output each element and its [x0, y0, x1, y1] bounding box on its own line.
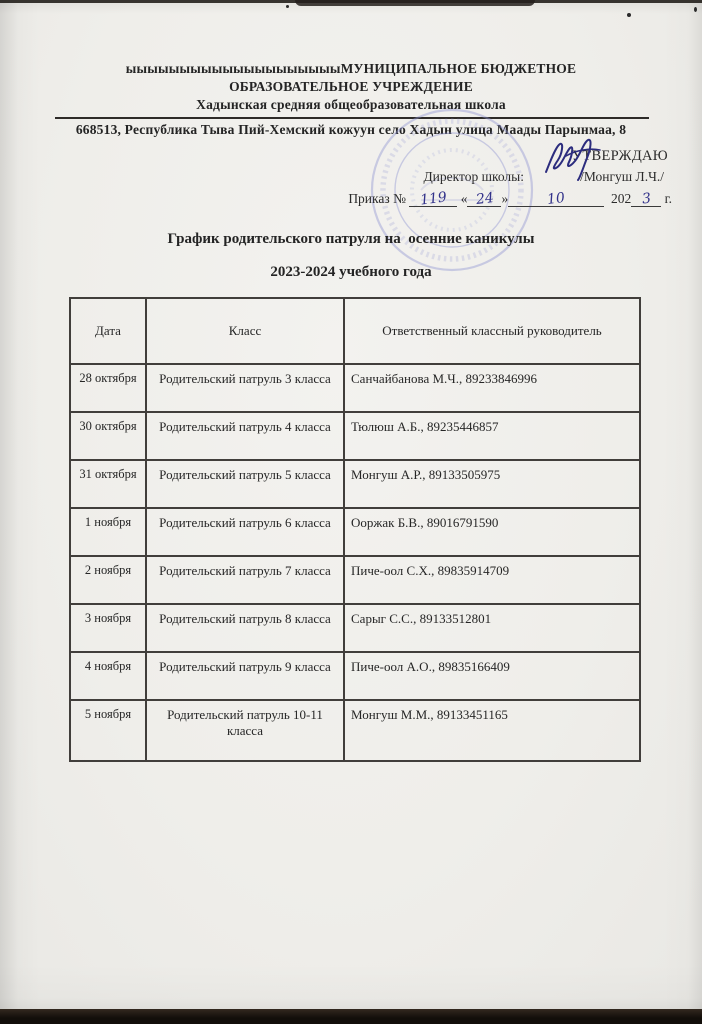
- table-row: [70, 412, 640, 460]
- header-date: Дата: [70, 298, 146, 364]
- quote-close: »: [501, 191, 509, 206]
- table-row: [70, 604, 640, 652]
- scan-speck: [286, 5, 289, 8]
- cell-class: Родительский патруль 10-11 класса: [146, 700, 344, 761]
- order-year-blank: [631, 190, 661, 207]
- table-row: [70, 700, 640, 761]
- cell-class: Родительский патруль 7 класса: [146, 556, 344, 604]
- document-title: [0, 231, 702, 281]
- table-row: [70, 508, 640, 556]
- cell-class: Родительский патруль 3 класса: [146, 364, 344, 412]
- cell-class: Родительский патруль 5 класса: [146, 460, 344, 508]
- cell-date: 3 ноября: [70, 604, 146, 652]
- order-month-blank: [508, 190, 604, 207]
- scan-speck: [627, 13, 631, 17]
- cell-date: 2 ноября: [70, 556, 146, 604]
- quote-open: «: [460, 191, 468, 206]
- patrol-schedule-table: [69, 297, 641, 762]
- letterhead: [0, 60, 702, 139]
- header-class: Класс: [146, 298, 344, 364]
- order-year-handwritten: 3: [640, 190, 652, 208]
- table-row: [70, 556, 640, 604]
- cell-class: Родительский патруль 6 класса: [146, 508, 344, 556]
- table-row: [70, 652, 640, 700]
- cell-class: Родительский патруль 9 класса: [146, 652, 344, 700]
- cell-class: Родительский патруль 4 класса: [146, 412, 344, 460]
- cell-class: Родительский патруль 8 класса: [146, 604, 344, 652]
- cell-responsible: Монгуш А.Р., 89133505975: [344, 460, 640, 508]
- cell-date: 28 октября: [70, 364, 146, 412]
- table-row: [70, 364, 640, 412]
- cell-responsible: Пиче-оол А.О., 89835166409: [344, 652, 640, 700]
- director-label: Директор школы:: [423, 169, 524, 184]
- title-line1: График родительского патруля на осенние каникулы: [167, 231, 535, 247]
- cell-responsible: Монгуш М.М., 89133451165: [344, 700, 640, 761]
- order-day-handwritten: 24: [474, 189, 495, 209]
- org-name-line1: ыыыыыыыыыыыыыыыыыыыыМУНИЦИПАЛЬНОЕ БЮДЖЕТНОЕ: [125, 61, 577, 76]
- order-number-blank: [409, 190, 457, 207]
- order-day-blank: [467, 190, 501, 207]
- cell-responsible: Ооржак Б.В., 89016791590: [344, 508, 640, 556]
- letterhead-divider: [55, 117, 649, 119]
- order-line: [348, 190, 672, 207]
- header-responsible: Ответственный классный руководитель: [344, 298, 640, 364]
- approve-label: УТВЕРЖДАЮ: [571, 148, 668, 164]
- title-line2: 2023-2024 учебного года: [270, 264, 432, 280]
- table-row: [70, 460, 640, 508]
- cell-date: 1 ноября: [70, 508, 146, 556]
- cell-date: 4 ноября: [70, 652, 146, 700]
- order-label: Приказ №: [348, 191, 406, 206]
- approval-block: [0, 148, 702, 212]
- cell-date: 5 ноября: [70, 700, 146, 761]
- cell-responsible: Сарыг С.С., 89133512801: [344, 604, 640, 652]
- order-month-handwritten: 10: [546, 189, 567, 209]
- org-name-line2: ОБРАЗОВАТЕЛЬНОЕ УЧРЕЖДЕНИЕ: [229, 79, 473, 94]
- school-name: Хадынская средняя общеобразовательная школа: [196, 97, 506, 112]
- cell-responsible: Санчайбанова М.Ч., 89233846996: [344, 364, 640, 412]
- cell-date: 31 октября: [70, 460, 146, 508]
- scan-speck: [694, 7, 697, 12]
- cell-responsible: Пиче-оол С.Х., 89835914709: [344, 556, 640, 604]
- table-header-row: [70, 298, 640, 364]
- year-suffix: г.: [664, 191, 672, 206]
- order-number-handwritten: 119: [419, 189, 448, 209]
- scan-edge-bottom: [0, 1009, 702, 1024]
- director-name: /Монгуш Л.Ч./: [580, 169, 664, 184]
- cell-responsible: Тюлюш А.Б., 89235446857: [344, 412, 640, 460]
- year-prefix: 202: [610, 191, 632, 206]
- school-address: 668513, Республика Тыва Пий-Хемский кожуун село Хадын улица Маады Парынмаа, 8: [75, 122, 627, 137]
- cell-date: 30 октября: [70, 412, 146, 460]
- scan-edge-top-shadow: [295, 0, 535, 6]
